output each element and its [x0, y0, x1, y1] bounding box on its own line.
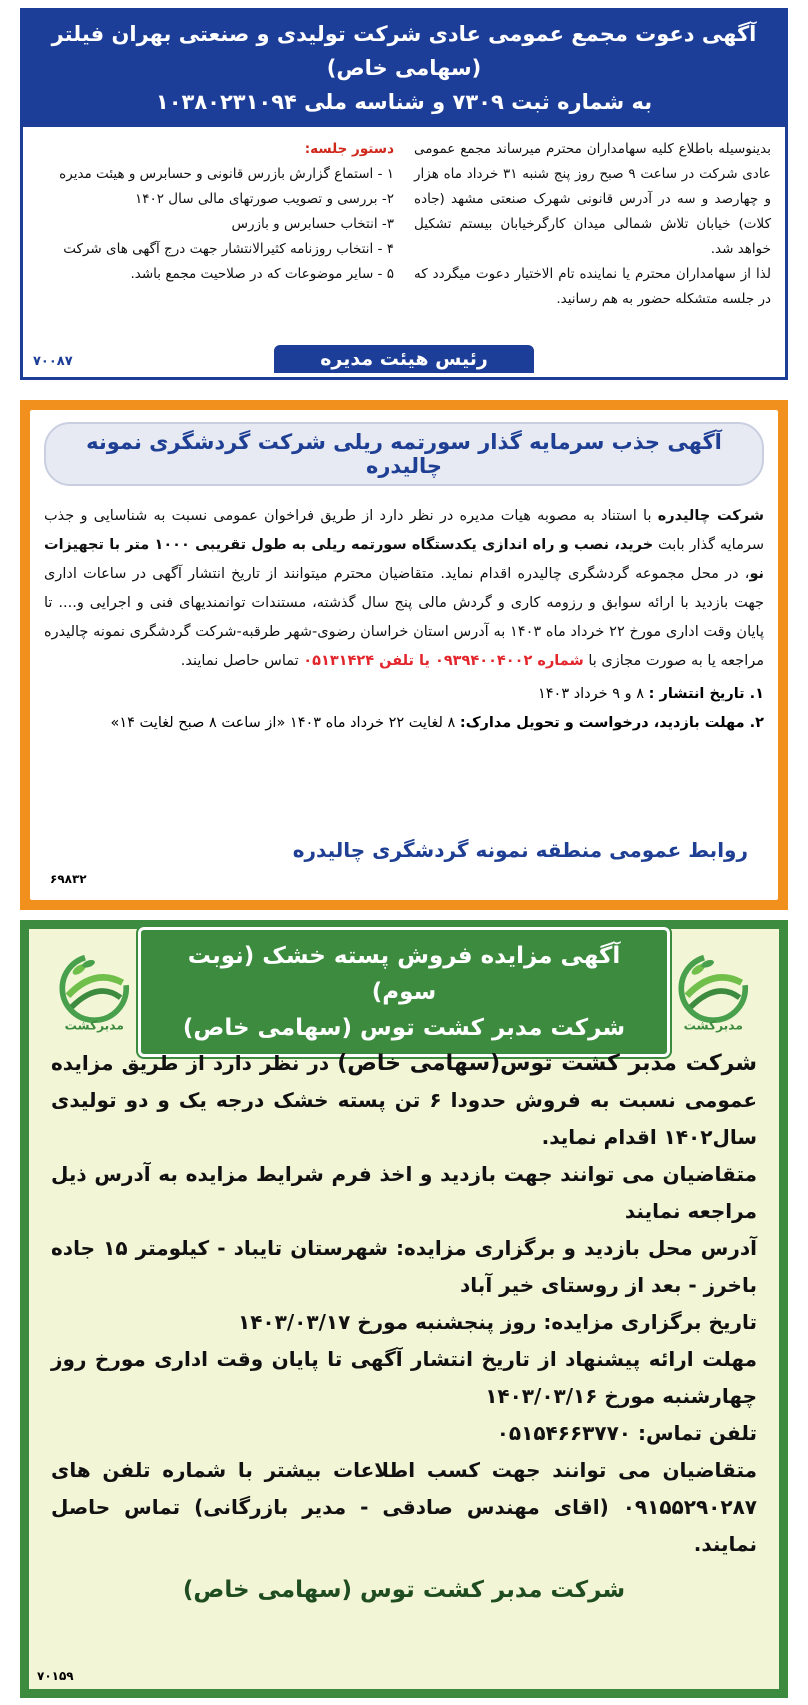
ad-subtitle: به شماره ثبت ۷۳۰۹ و شناسه ملی ۱۰۳۸۰۲۳۱۰۹۴ — [155, 90, 653, 114]
paragraph: آدرس محل بازدید و برگزاری مزایده: شهرستان تایباد - کیلومتر ۱۵ جاده باخرز - بعد از روستای خیر آباد — [51, 1236, 757, 1297]
contact-numbers: شماره ۰۹۳۹۴۰۰۴۰۰۲ یا تلفن ۰۵۱۳۱۴۲۴ — [303, 653, 584, 669]
paragraph: متقاضیان می توانند جهت کسب اطلاعات بیشتر با شماره تلفن های ۰۹۱۵۵۲۹۰۲۸۷ (اقای مهندس صادقی - مدیر بازرگانی) تماس حاصل نمایند. — [51, 1458, 757, 1556]
signature: روابط عمومی منطقه نمونه گردشگری چالیدره — [292, 838, 748, 862]
investor-ad — [20, 400, 788, 910]
item-label: ۲. مهلت بازدید، درخواست و تحویل مدارک: — [459, 715, 764, 731]
signature: رئیس هیئت مدیره — [274, 345, 534, 373]
ad-title: آگهی دعوت مجمع عمومی عادی شرکت تولیدی و صنعتی بهران فیلتر (سهامی خاص) — [51, 22, 757, 80]
item-value: ۸ و ۹ خرداد ۱۴۰۳ — [537, 686, 649, 702]
text: تماس حاصل نمایند. — [180, 653, 304, 669]
agenda-item: ۳- انتخاب حسابرس و بازرس — [231, 216, 394, 232]
ad-title: آگهی مزایده فروش پسته خشک (نوبت سوم) — [187, 943, 621, 1005]
signature: شرکت مدبر کشت توس (سهامی خاص) — [182, 1577, 626, 1603]
ad-body — [23, 127, 785, 355]
agenda-item: ۴ - انتخاب روزنامه کثیرالانتشار جهت درج آگهی های شرکت — [63, 241, 394, 257]
svg-text:مدبرکشت: مدبرکشت — [64, 1018, 124, 1033]
ad-title-box — [138, 927, 671, 1057]
paragraph: تلفن تماس: ۰۵۱۵۴۶۶۳۷۷۰ — [496, 1421, 757, 1445]
agenda-title: دستور جلسه: — [304, 141, 394, 157]
agenda — [37, 137, 402, 355]
ad-body — [51, 1045, 757, 1563]
ad-footer — [23, 341, 785, 377]
project-description: خرید، نصب و راه اندازی یکدستگاه سورتمه ریلی به طول تقریبی ۱۰۰۰ متر با تجهیزات نو — [44, 537, 764, 582]
agenda-item: ۲- بررسی و تصویب صورتهای مالی سال ۱۴۰۲ — [134, 191, 394, 207]
list-item — [44, 680, 764, 709]
paragraph — [51, 1045, 757, 1156]
text: با استناد به مصوبه هیات مدیره در نظر دارد از طریق فراخوان عمومی نسبت به شناسایی و جذب سرمایه گذار بابت — [44, 508, 764, 553]
invitation-ad — [20, 8, 788, 380]
ad-header — [51, 929, 757, 1041]
invitation-text: بدینوسیله باطلاع کلیه سهامداران محترم میرساند مجمع عمومی عادی شرکت در ساعت ۹ صبح روز پنج شنبه ۳۱ خرداد ماه هزار و چهارصد و سه در آدرس قانونی شهرک صنعتی مشهد (جاده کلات) خیابان تلاش شمالی میدان کارگرخیابان بیستم تشکیل خواهد شد. لذا از سهامداران محترم یا نماینده تام الاختیار دعوت میگردد که در جلسه متشکله حضور به هم رسانید. — [414, 141, 771, 307]
ad-code: ۷۰۱۵۹ — [37, 1669, 74, 1683]
ad-code: ۶۹۸۳۲ — [50, 872, 87, 886]
company-name: شرکت چالیدره — [657, 508, 765, 524]
ad-title: آگهی جذب سرمایه گذار سورتمه ریلی شرکت گردشگری نمونه چالیدره — [44, 422, 764, 486]
text: ، در محل مجموعه گردشگری چالیدره اقدام نماید. متقاضیان محترم میتوانند از تاریخ انتشار آگهی در ساعات اداری جهت بازدید با ارائه سوابق و رزومه کاری و گردش مالی پنج سال گذشته، مستندات توانمندیهای فنی و اجرایی و.... تا پایان وقت اداری مورخ ۲۲ خرداد ماه ۱۴۰۳ به آدرس استان خراسان رضوی-شهر طرقبه-شرکت گردشگری نمونه چالیدره مراجعه یا به صورت مجازی با — [44, 566, 764, 669]
ad-paragraph — [44, 502, 764, 676]
company-name: شرکت مدبر کشت توس(سهامی خاص) — [337, 1051, 757, 1076]
ad-inner — [30, 410, 778, 900]
paragraph: متقاضیان می توانند جهت بازدید و اخذ فرم شرایط مزایده به آدرس ذیل مراجعه نمایند — [51, 1162, 757, 1223]
item-value: ۸ لغایت ۲۲ خرداد ماه ۱۴۰۳ «از ساعت ۸ صبح لغایت ۱۴» — [110, 715, 460, 731]
dates-list — [44, 680, 764, 738]
auction-ad — [20, 920, 788, 1698]
paragraph: تاریخ برگزاری مزایده: روز پنجشنبه مورخ ۱۴۰۳/۰۳/۱۷ — [238, 1310, 757, 1334]
agenda-item: ۱ - استماع گزارش بازرس قانونی و حسابرس و هیئت مدیره — [59, 166, 394, 182]
paragraph: مهلت ارائه پیشنهاد از تاریخ انتشار آگهی تا پایان وقت اداری مورخ روز چهارشنبه مورخ ۱۴۰۳/۰۳/۱۶ — [51, 1347, 757, 1408]
text: در نظر دارد از طریق مزایده عمومی نسبت به فروش حدودا ۶ تن پسته خشک درجه یک و دو تولیدی سال۱۴۰۲ اقدام نماید. — [51, 1051, 757, 1149]
list-item — [44, 709, 764, 738]
ad-subtitle: شرکت مدبر کشت توس (سهامی خاص) — [182, 1015, 626, 1041]
agenda-item: ۵ - سایر موضوعات که در صلاحیت مجمع باشد. — [130, 266, 394, 282]
svg-text:مدبرکشت: مدبرکشت — [684, 1018, 744, 1033]
company-logo-icon — [51, 946, 138, 1038]
ad-code: ۷۰۰۸۷ — [33, 354, 73, 369]
ad-inner — [29, 929, 779, 1689]
item-label: ۱. تاریخ انتشار : — [648, 686, 764, 702]
company-logo-icon — [670, 946, 757, 1038]
ad-header — [23, 11, 785, 127]
